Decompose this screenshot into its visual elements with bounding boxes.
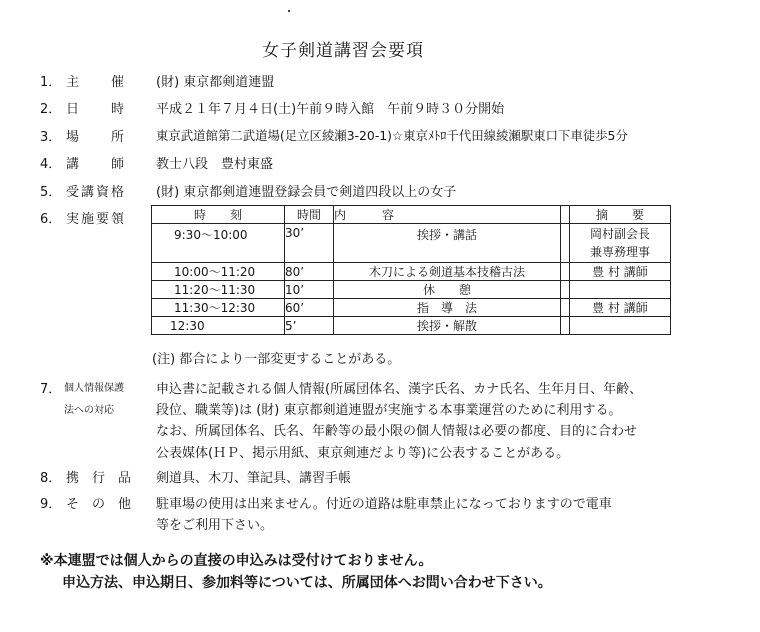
item-number: 4． [40,157,62,172]
cell-spacer [561,317,570,335]
item-text-line: 駐車場の使用は出来ません。付近の道路は駐車禁止になっておりますので電車 [156,497,612,512]
cell-note [570,224,671,263]
item-number: 2． [40,102,62,117]
cell-spacer [561,263,570,281]
note-line: 兼専務理事 [589,245,650,259]
item-value: 教士八段 豊村東盛 [156,157,274,172]
item-number: 5． [40,185,62,200]
item-text-line: 段位、職業等)は (財) 東京都剣道連盟が実施する本事業運営のために利用する。 [156,403,622,418]
item-number: 1． [40,75,62,90]
item-label: 携 行 品 [66,471,132,486]
item-value: (財) 東京都剣道連盟登録会員で剣道四段以上の女子 [156,185,457,200]
cell-note [570,317,671,335]
scan-speck [288,10,290,12]
table-row [152,299,671,317]
item-value: 剣道具、木刀、筆記具、講習手帳 [156,471,352,486]
cell-duration: 5’ [285,317,334,335]
cell-duration: 80’ [285,263,334,281]
header-content: 内 容 [334,206,561,224]
cell-content: 挨拶・解散 [334,317,561,335]
cell-time: 11:30～12:30 [152,299,285,317]
item-label: 受講資格 [66,185,127,200]
cell-duration: 60’ [285,299,334,317]
cell-time: 10:00～11:20 [152,263,285,281]
cell-note: 豊 村 講師 [570,263,671,281]
note-line: 岡村副会長 [589,227,650,241]
item-text-line: 公表媒体(ＨＰ、掲示用紙、東京剣連だより等)に公表することがある。 [156,446,570,461]
notice-line: ※本連盟では個人からの直接の申込みは受付けておりません。 [40,553,433,569]
cell-content: 休 憩 [334,281,561,299]
cell-spacer [561,224,570,263]
cell-content: 木刀による剣道基本技稽古法 [334,263,561,281]
item-value: 平成２１年７月４日(土)午前９時入館 午前９時３０分開始 [156,102,505,117]
cell-time: 11:20～11:30 [152,281,285,299]
item-text-line: なお、所属団体名、氏名、年齢等の最小限の個人情報は必要の都度、目的に合わせ [156,424,638,439]
cell-note [570,281,671,299]
item-label-continued: 法への対応 [64,405,114,416]
item-label: 日 時 [66,102,127,117]
page-title: 女子剣道講習会要項 [262,41,424,61]
item-value: 東京武道館第二武道場(足立区綾瀬3-20-1)☆東京ﾒﾄﾛ千代田線綾瀬駅東口下車徒歩5分 [156,128,628,143]
header-spacer [561,206,570,224]
item-label: 主 催 [66,75,127,90]
cell-content: 指 導 法 [334,299,561,317]
header-duration: 時間 [285,206,334,224]
cell-duration: 30’ [285,224,334,263]
header-time: 時 刻 [152,206,285,224]
item-label: 場 所 [66,130,127,145]
table-row [152,224,671,263]
item-label: そ の 他 [66,497,132,512]
cell-spacer [561,299,570,317]
item-text-line: 申込書に記載される個人情報(所属団体名、漢字氏名、カナ氏名、生年月日、年齢、 [156,382,643,397]
cell-note: 豊 村 講師 [570,299,671,317]
schedule-table [151,205,671,335]
item-number: 7． [40,382,62,397]
item-value: (財) 東京都剣道連盟 [156,75,275,90]
cell-spacer [561,281,570,299]
cell-content: 挨拶・講話 [334,224,561,263]
notice-line: 申込方法、申込期日、参加料等については、所属団体へお問い合わせ下さい。 [62,575,552,591]
cell-time: 12:30 [152,317,285,335]
item-label: 実施要領 [66,212,127,227]
table-header-row [152,206,671,224]
item-number: 3． [40,130,62,145]
item-number: 9． [40,497,62,512]
item-label: 個人情報保護 [64,383,124,394]
table-row [152,317,671,335]
table-row [152,281,671,299]
header-note: 摘 要 [570,206,671,224]
table-row [152,263,671,281]
item-label: 講 師 [66,157,127,172]
item-text-line: 等をご利用下さい。 [156,518,274,533]
schedule-footnote: (注) 都合により一部変更することがある。 [152,352,401,367]
cell-time: 9:30～10:00 [152,224,285,263]
item-number: 6． [40,212,62,227]
cell-duration: 10’ [285,281,334,299]
item-number: 8． [40,471,62,486]
